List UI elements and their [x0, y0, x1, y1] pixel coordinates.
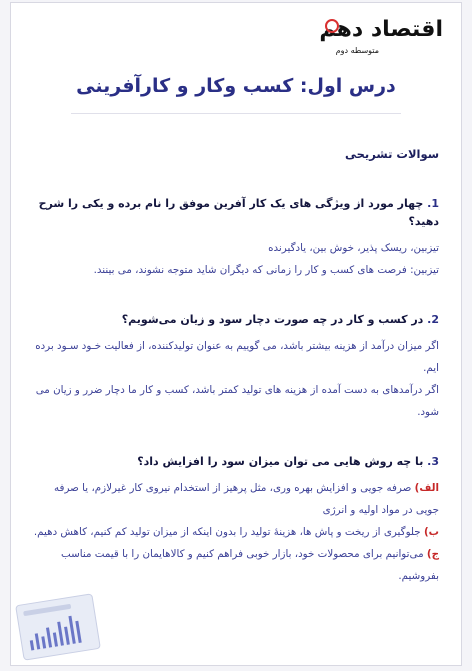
question-body: با چه روش هایی می توان میزان سود را افزایش داد؟	[137, 455, 428, 468]
question-number: 3.	[427, 455, 439, 468]
question-body: چهار مورد از ویژگی های یک کار آفرین موفق را نام برده و یکی را شرح دهید؟	[38, 197, 439, 228]
answer-line: تیزبین: فرصت های کسب و کار را زمانی که دیگران شاید متوجه نشوند، می بینند.	[93, 264, 439, 276]
answer-line	[31, 543, 439, 587]
logo-circle-icon	[325, 19, 339, 33]
section-title: سوالات تشریحی	[345, 147, 439, 161]
question-body: در کسب و کار در چه صورت دچار سود و زیان می‌شویم؟	[121, 313, 428, 326]
question-block	[31, 311, 439, 423]
question-block	[31, 195, 439, 281]
content-area	[31, 147, 439, 597]
answer-text: جلوگیری از ریخت و پاش ها، هزینۀ تولید را بدون اینکه از میزان تولید کم کنیم، کاهش دهیم.	[33, 526, 424, 538]
lesson-title: درس اول: کسب وکار و کارآفرینی	[76, 75, 396, 97]
answer-label: الف)	[414, 482, 439, 494]
answer-text: صرفه جویی و افزایش بهره وری، مثل پرهیز از استخدام نیروی کار غیرلازم، یا صرفه جویی در مواد اولیه و انرژی	[54, 482, 439, 516]
question-text	[31, 311, 439, 329]
title-divider	[71, 113, 401, 114]
question-text	[31, 195, 439, 231]
question-number: 1.	[427, 197, 439, 210]
question-block	[31, 453, 439, 587]
question-text	[31, 453, 439, 471]
document-page	[10, 2, 462, 666]
answer-line: تیزبین، ریسک پذیر، خوش بین، یادگیرنده	[268, 242, 439, 254]
answer-line	[31, 521, 439, 543]
chart-watermark-icon	[15, 593, 101, 661]
question-number: 2.	[427, 313, 439, 326]
answer-line: اگر درآمدهای به دست آمده از هزینه های تولید کمتر باشد، کسب و کار ما دچار ضرر و زیان می شود.	[35, 384, 439, 418]
answer-line: اگر میزان درآمد از هزینه بیشتر باشد، می گوییم به عنوان تولیدکننده، از فعالیت خـود سـود برده ایم.	[35, 340, 439, 374]
answer-label: ج)	[426, 548, 439, 560]
answer-line	[31, 477, 439, 521]
brand-logo	[293, 17, 443, 59]
logo-sub-text: متوسطه دوم	[335, 46, 379, 55]
logo-main-text: اقتصاد دهم	[319, 17, 443, 42]
answer-label: ب)	[423, 526, 439, 538]
answer-text: می‌توانیم برای محصولات خود، بازار خوبی فراهم کنیم و کالاهایمان را با قیمت مناسب بفروشیم.	[60, 548, 439, 582]
